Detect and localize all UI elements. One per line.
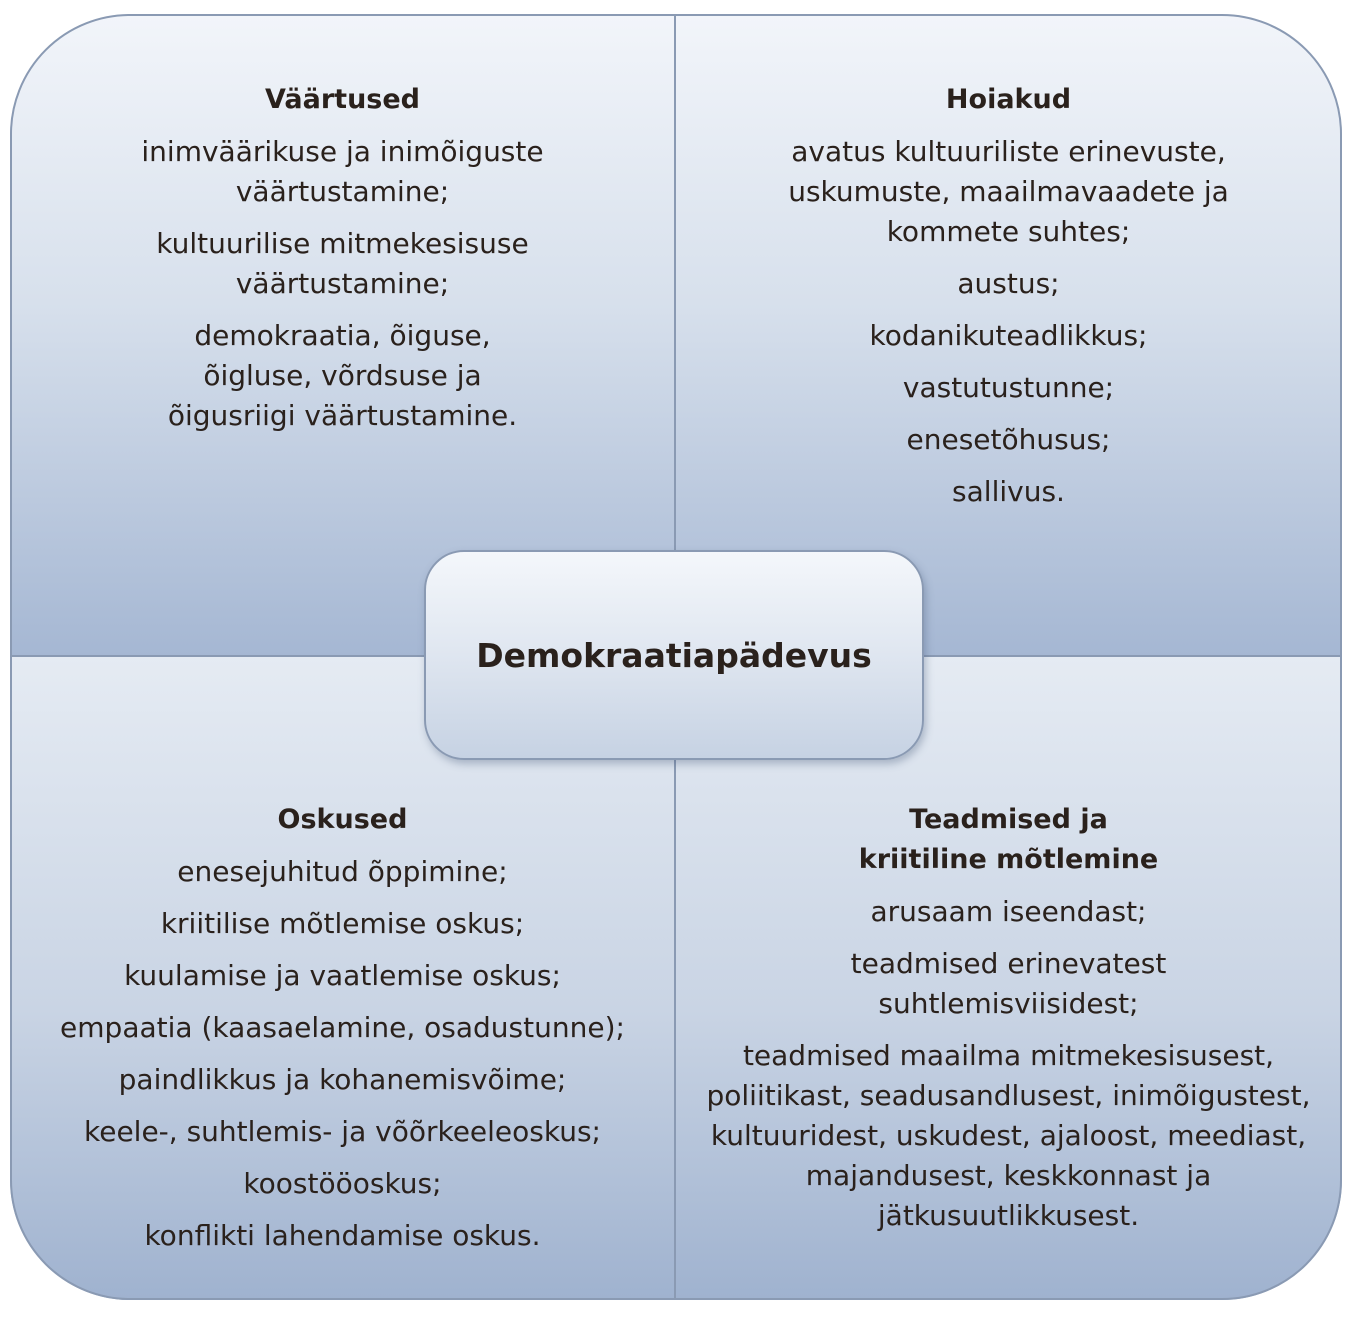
center-label: Demokraatiapädevus <box>476 635 872 675</box>
attitudes-item: austus; <box>957 267 1060 300</box>
attitudes-item: enesetõhusus; <box>906 423 1111 456</box>
quadrant-title-attitudes: Hoiakud <box>945 84 1072 115</box>
quadrant-title-skills: Oskused <box>277 804 408 835</box>
skills-item: koostööoskus; <box>243 1167 442 1200</box>
quadrant-title-knowledge: Teadmised ja kriitiline mõtlemine <box>858 804 1159 875</box>
skills-item: paindlikkus ja kohanemisvõime; <box>118 1063 567 1096</box>
attitudes-item: sallivus. <box>952 475 1065 508</box>
attitudes-item: vastutustunne; <box>902 371 1115 404</box>
skills-item: kriitilise mõtlemise oskus; <box>160 907 525 940</box>
attitudes-item: kodanikuteadlikkus; <box>869 319 1148 352</box>
competence-diagram <box>10 14 1342 1300</box>
center-box <box>424 550 924 760</box>
attitudes-item: avatus kultuuriliste erinevuste, uskumuste, maailmavaadete ja kommete suhtes; <box>788 135 1229 248</box>
values-item: inimväärikuse ja inimõiguste väärtustamine; <box>141 135 544 208</box>
values-item: demokraatia, õiguse, õigluse, võrdsuse ja õigusriigi väärtustamine. <box>167 319 518 432</box>
values-item: kultuurilise mitmekesisuse väärtustamine; <box>156 227 529 300</box>
skills-item: kuulamise ja vaatlemise oskus; <box>124 959 561 992</box>
skills-item: empaatia (kaasaelamine, osadustunne); <box>60 1011 625 1044</box>
skills-item: keele-, suhtlemis- ja võõrkeeleoskus; <box>84 1115 601 1148</box>
skills-item: enesejuhitud õppimine; <box>177 855 508 888</box>
knowledge-item: arusaam iseendast; <box>870 895 1147 928</box>
knowledge-item: teadmised maailma mitmekesisusest, poliitikast, seadusandlusest, inimõigustest, kultuuridest, uskudest, ajaloost, meediast, majandusest, keskkonnast ja jätkusuutlikkusest. <box>706 1039 1311 1232</box>
skills-item: konflikti lahendamise oskus. <box>144 1219 541 1252</box>
knowledge-item: teadmised erinevatest suhtlemisviisidest; <box>850 947 1167 1020</box>
quadrant-title-values: Väärtused <box>264 84 420 115</box>
